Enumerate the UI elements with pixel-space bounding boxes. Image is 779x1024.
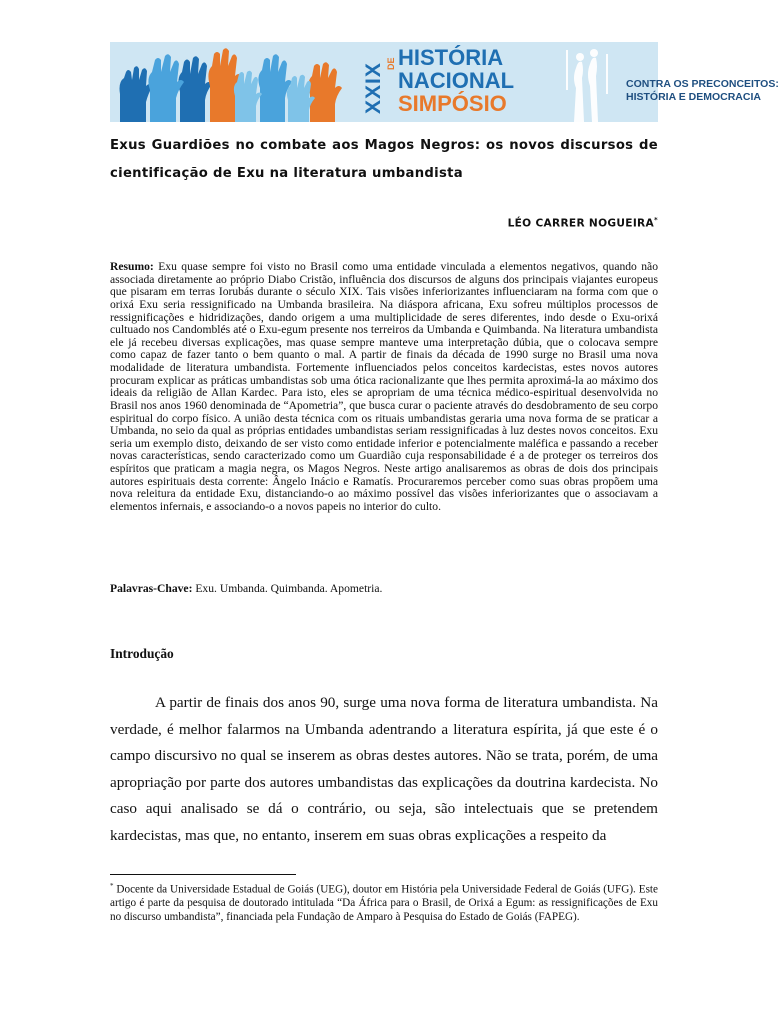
banner-slogan: [626, 78, 779, 104]
banner-title-line1: HISTÓRIA: [398, 45, 504, 70]
conference-banner: [110, 42, 779, 122]
keywords: [110, 582, 658, 596]
article-title: Exus Guardiões no combate aos Magos Negros: os novos discursos de cientificação de Exu na literatura umbandista: [110, 138, 658, 181]
abstract-label: Resumo:: [110, 260, 154, 273]
footnote-divider: [110, 874, 296, 875]
banner-title-line2: NACIONAL: [398, 68, 515, 93]
banner-title: [398, 46, 514, 115]
author: [508, 216, 658, 230]
edition-number: XXIX: [362, 62, 385, 114]
keywords-label: Palavras-Chave:: [110, 582, 193, 595]
author-name: LÉO CARRER NOGUEIRA: [507, 217, 655, 230]
footnote-text: Docente da Universidade Estadual de Goiás (UEG), doutor em História pela Universidade Federal de Goiás (UFG). Este artigo é parte da pesquisa de doutorado intitulada “Da África para o Brasil, de Orixá a Egum: as ressignificações de Exu no discurso umbandista”, financiada pela Fundação de Amparo à Pesquisa do Estado de Goiás (FAPEG).: [110, 883, 658, 923]
body-paragraph-text: A partir de finais dos anos 90, surge uma nova forma de literatura umbandista. Na verdade, é melhor falarmos na Umbanda adentrando a literatura espírita, já que este é o campo discursivo no qual se inserem as obras destes autores. Não se trata, porém, de uma apropriação por parte dos autores umbandistas das explicações da doutrina kardecista. No caso aqui analisado se dá o contrário, ou seja, são intelectuais que se pretendem kardecistas, mas que, no entanto, inserem em suas obras explicações a respeito da: [110, 694, 658, 844]
author-footnote-marker: *: [654, 216, 658, 224]
footnote-marker: *: [110, 882, 114, 890]
banner-title-line3: SIMPÓSIO: [398, 91, 507, 116]
banner-slogan-line2: HISTÓRIA E DEMOCRACIA: [626, 91, 761, 103]
abstract-text: Exu quase sempre foi visto no Brasil como uma entidade vinculada a elementos negativos, quando não associada diretamente ao próprio Diabo Cristão, influência dos discursos de alguns dos principais viajantes europeus que pisaram em terras Iorubás durante o século XIX. Tais visões inferiorizantes influenciaram na forma com que o orixá Exu seria ressignificado na Umbanda brasileira. Na diáspora africana, Exu sofreu múltiplos processos de ressignificações e hidridizações, dando origem a uma multiplicidade de seres diferentes, indo desde o Exu-orixá cultuado nos Candomblés até o Exu-egum presente nos terreiros da Umbanda e Quimbanda. Na literatura umbandista ele já recebeu diversas explicações, mas quase sempre manteve uma interpretação dúbia, que o colocava sempre como capaz de fazer tanto o bem quanto o mal. A partir de finais da década de 1990 surge no Brasil uma nova modalidade de literatura umbandista. Fortemente influenciados pelos conceitos kardecistas, estes novos autores procuram explicar as práticas umbandistas sob uma ótica racionalizante que lhes permita aproximá-la ao máximo dos ideais da religião de Allan Kardec. Para isto, eles se apropriam de uma técnica médico-espiritual desenvolvida no Brasil nos anos 1960 denominada de “Apometria”, que busca curar o paciente através do desdobramento de seu corpo espiritual do corpo físico. A união desta técnica com os rituais umbandistas geraria uma nova forma de se praticar a Umbanda, no seio da qual as próprias entidades umbandistas seriam ressignificadas à luz destes novos conceitos. Exu seria um exemplo disto, deixando de ser visto como entidade inferior e potencialmente maléfica e passando a receber novas características, sendo caracterizado como um Guardião cuja responsabilidade é a de proteger os terreiros dos espíritos que praticam a magia negra, os Magos Negros. Neste artigo analisaremos as obras de dois dos principais autores espirituais desta corrente: Ângelo Inácio e Ramatís. Procuraremos perceber como suas obras propõem uma nova releitura da entidade Exu, distanciando-o ao máximo possível das visões inferiorizantes que o associavam a elementos infernais, e associando-o a novos papeis no interior do culto.: [110, 260, 659, 513]
keywords-text: Exu. Umbanda. Quimbanda. Apometria.: [195, 582, 383, 595]
section-title-introduction: Introdução: [110, 646, 174, 661]
body-paragraph: [110, 690, 658, 850]
abstract: [110, 261, 658, 514]
edition-de: DE: [386, 57, 396, 70]
footnote: [110, 880, 658, 924]
banner-slogan-line1: CONTRA OS PRECONCEITOS:: [626, 78, 779, 90]
raised-hands-illustration: [110, 42, 360, 122]
monument-icon: [562, 48, 612, 122]
